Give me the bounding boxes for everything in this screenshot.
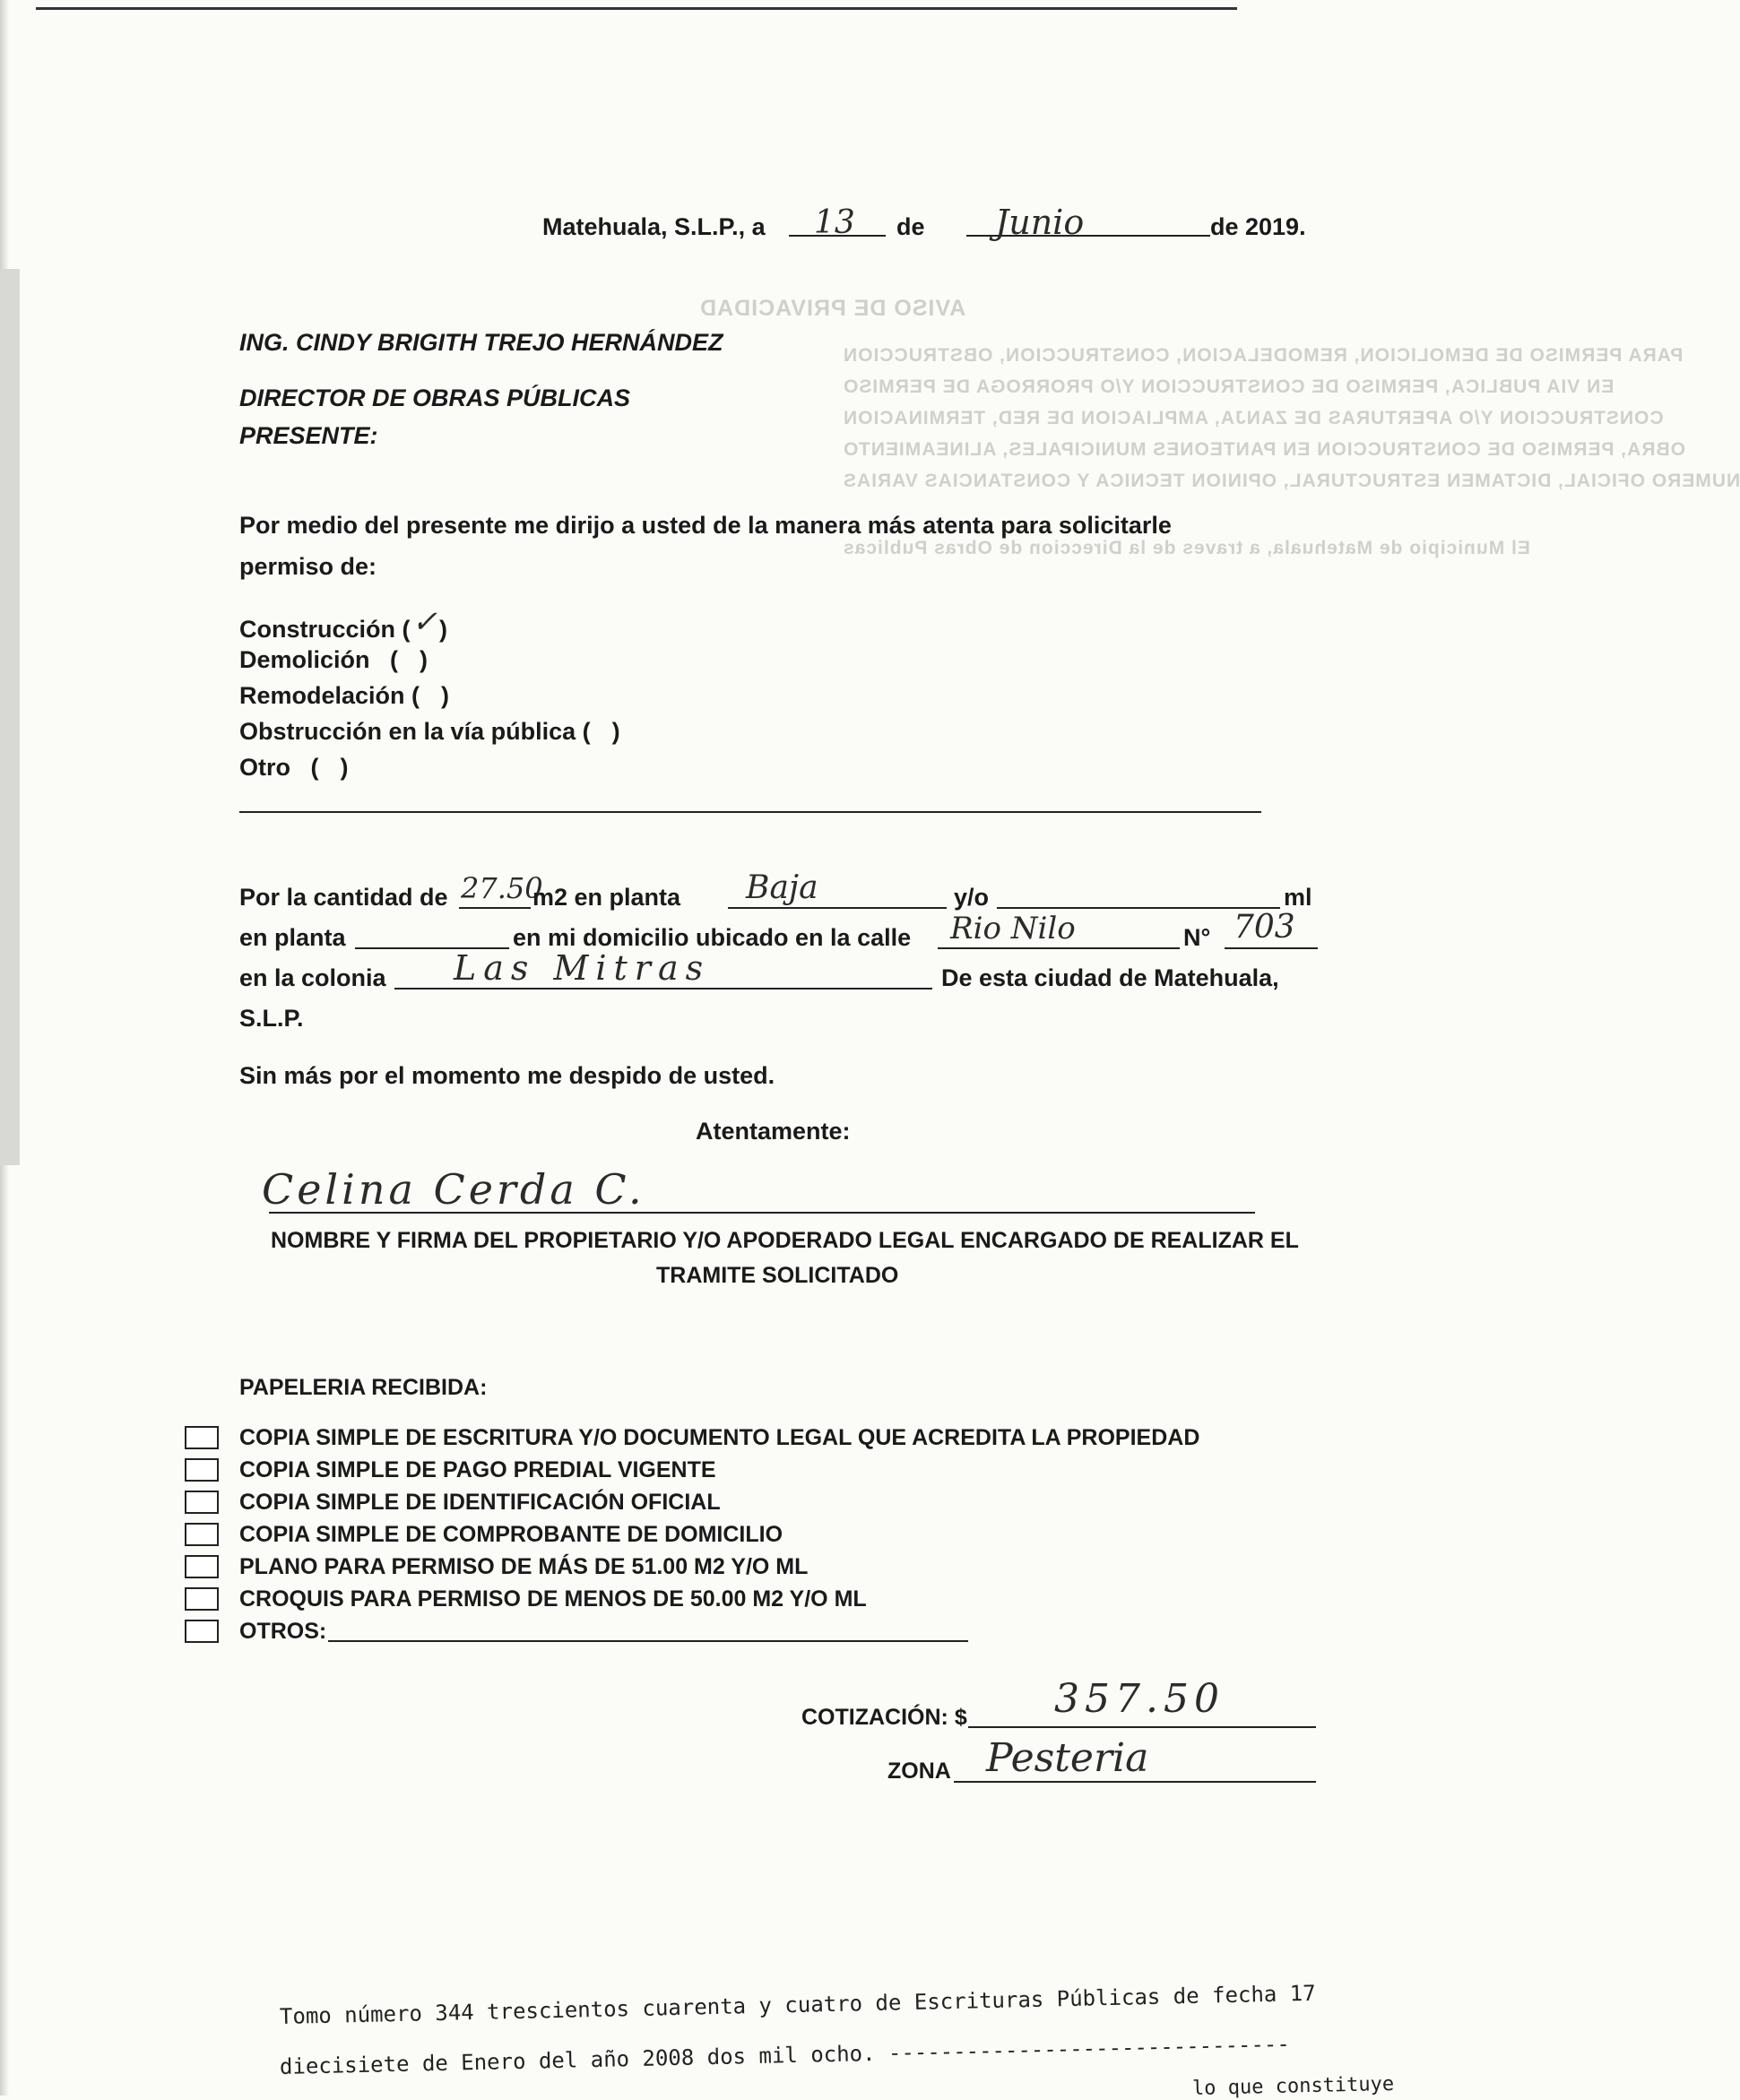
cantidad-line	[459, 907, 531, 909]
firma-label-2: TRAMITE SOLICITADO	[656, 1263, 899, 1288]
numero-line	[1225, 947, 1318, 949]
despedida: Sin más por el momento me despido de usted.	[239, 1062, 775, 1089]
request-line-1: Por medio del presente me dirijo a usted de la manera más atenta para solicitarle	[239, 512, 1172, 539]
scan-edge-strip	[0, 269, 20, 1165]
cantidad-value: 27.50	[461, 871, 543, 905]
signature: Celina Cerda C.	[262, 1165, 645, 1214]
otros-line[interactable]	[328, 1640, 968, 1642]
permit-option-remodelacion[interactable]: Remodelación ( )	[239, 682, 450, 709]
cotizacion-label: COTIZACIÓN: $	[801, 1705, 967, 1730]
en-planta-label: en planta	[239, 924, 346, 951]
check-mark-icon: ✓	[411, 604, 438, 640]
slp-label: S.L.P.	[239, 1005, 304, 1032]
papeleria-item: COPIA SIMPLE DE IDENTIFICACIÓN OFICIAL	[239, 1490, 721, 1515]
addressee-name: ING. CINDY BRIGITH TREJO HERNÁNDEZ	[239, 329, 723, 356]
zona-value: Pesteria	[986, 1735, 1149, 1781]
month-value: Junio	[995, 203, 1085, 242]
yo-label: y/o	[954, 884, 990, 911]
checkbox[interactable]	[185, 1426, 219, 1449]
cantidad-label: Por la cantidad de	[239, 884, 448, 911]
checkbox[interactable]	[185, 1587, 219, 1611]
ciudad-label: De esta ciudad de Matehuala,	[941, 964, 1279, 991]
colonia-line	[394, 988, 932, 990]
m2-label: m2 en planta	[532, 884, 681, 911]
day-value: 13	[814, 204, 855, 241]
addressee-title: DIRECTOR DE OBRAS PÚBLICAS	[239, 385, 631, 411]
scan-top-border	[36, 7, 1237, 10]
papeleria-item: OTROS:	[239, 1619, 327, 1644]
footer-line-3: lo que constituye	[1191, 2072, 1395, 2100]
permit-option-construccion[interactable]: Construcción (✓)	[239, 604, 448, 643]
cotizacion-value: 357.50	[1054, 1676, 1225, 1722]
papeleria-item: COPIA SIMPLE DE PAGO PREDIAL VIGENTE	[239, 1457, 716, 1482]
otro-description-line[interactable]	[239, 811, 1261, 813]
checkbox[interactable]	[185, 1458, 219, 1482]
calle-value: Rio Nilo	[950, 911, 1076, 946]
checkbox[interactable]	[185, 1491, 219, 1514]
request-line-2: permiso de:	[239, 553, 377, 580]
zona-label: ZONA	[887, 1759, 951, 1784]
colonia-label: en la colonia	[239, 964, 386, 991]
footer-line-1: Tomo número 344 trescientos cuarenta y cuatro de Escrituras Públicas de fecha 17	[279, 1980, 1316, 2029]
ml-label: ml	[1284, 884, 1312, 911]
checkbox[interactable]	[185, 1523, 219, 1546]
numero-label: N°	[1183, 924, 1211, 951]
footer-line-2: diecisiete de Enero del año 2008 dos mil ocho. -------------------------------	[279, 2031, 1291, 2079]
domicilio-label: en mi domicilio ubicado en la calle	[513, 924, 912, 951]
planta-value: Baja	[746, 869, 818, 906]
planta-line	[728, 907, 947, 909]
papeleria-title: PAPELERIA RECIBIDA:	[239, 1375, 488, 1400]
checkbox[interactable]	[185, 1620, 219, 1643]
permit-option-obstruccion[interactable]: Obstrucción en la vía pública ( )	[239, 718, 620, 745]
papeleria-item: COPIA SIMPLE DE COMPROBANTE DE DOMICILIO	[239, 1522, 783, 1547]
place-label: Matehuala, S.L.P., a	[542, 213, 766, 240]
papeleria-item: PLANO PARA PERMISO DE MÁS DE 51.00 M2 Y/O ML	[239, 1554, 809, 1579]
permit-option-otro[interactable]: Otro ( )	[239, 754, 349, 781]
zona-line	[954, 1781, 1316, 1783]
numero-value: 703	[1234, 909, 1295, 946]
colonia-value: Las Mitras	[454, 948, 711, 988]
papeleria-item: COPIA SIMPLE DE ESCRITURA Y/O DOCUMENTO LEGAL QUE ACREDITA LA PROPIEDAD	[239, 1425, 1200, 1450]
addressee-presente: PRESENTE:	[239, 422, 378, 449]
checkbox[interactable]	[185, 1555, 219, 1578]
atentamente: Atentamente:	[696, 1118, 851, 1145]
year-label: de 2019.	[1210, 213, 1306, 240]
firma-label-1: NOMBRE Y FIRMA DEL PROPIETARIO Y/O APODERADO LEGAL ENCARGADO DE REALIZAR EL	[271, 1228, 1299, 1253]
calle-line	[938, 947, 1180, 949]
de-label: de	[896, 213, 925, 240]
papeleria-item: CROQUIS PARA PERMISO DE MENOS DE 50.00 M2 Y/O ML	[239, 1586, 867, 1612]
cotizacion-line	[968, 1726, 1316, 1728]
permit-option-demolicion[interactable]: Demolición ( )	[239, 646, 429, 673]
